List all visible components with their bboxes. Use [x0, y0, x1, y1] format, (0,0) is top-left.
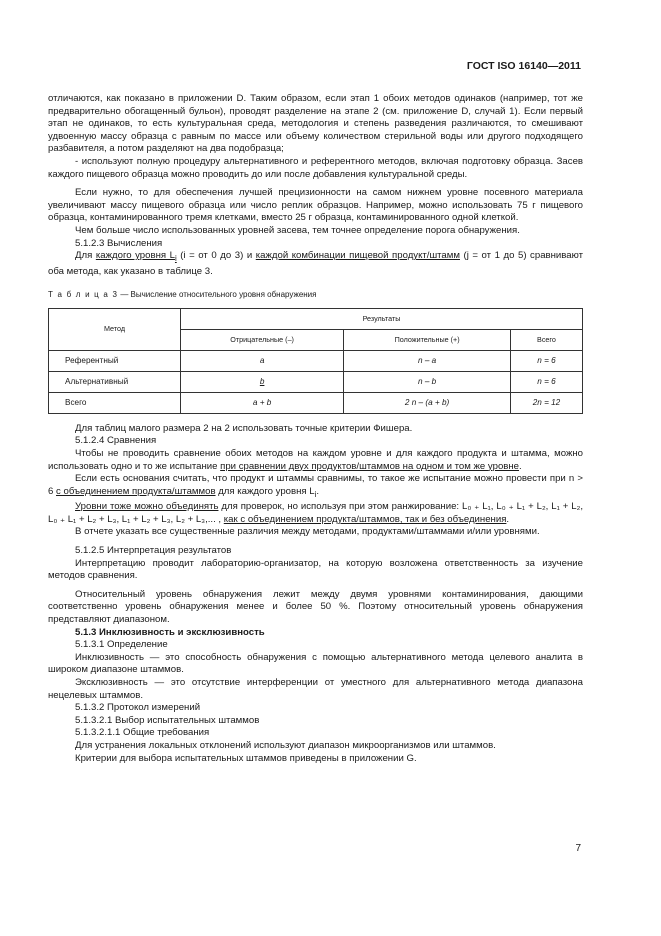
cell-method: Всего [49, 392, 181, 413]
paragraph: Для таблиц малого размера 2 на 2 использовать точные критерии Фишера. [75, 422, 413, 434]
section-heading: 5.1.2.3 Вычисления [75, 237, 163, 249]
cell-positive: n – b [344, 371, 511, 392]
paragraph: Если есть основания считать, что продукт и штаммы сравнимы, то такое же испытание можно провести при n > 6 с объединением продукта/штаммов для каждого уровня $L_i$. [48, 473, 583, 499]
paragraph: Уровни тоже можно объединять для проверок, но используя при этом ранжирование: L₀ ₊ L₁, L₀ ₊ L₁ + L₂, L₁ + L₂, L₀ ₊ L₁ + L₂ + L₃, L₁ + L₂ + L₃, L₂ + L₃,... , как с объединением продукта/штаммов, так и без объединения. [48, 501, 583, 525]
section-heading: 5.1.2.4 Сравнения [75, 435, 157, 447]
paragraph: Чем больше число использованных уровней засева, тем точнее определение порога обнаружения. [75, 224, 520, 236]
section-heading: 5.1.3.2 Протокол измерений [75, 702, 201, 714]
paragraph: Интерпретацию проводит лабораторию-организатор, на которую возложена ответственность за изучение методов сравнения. [48, 557, 583, 582]
column-header-positive: Положительные (+) [344, 329, 511, 350]
table-row [49, 371, 583, 392]
paragraph: Относительный уровень обнаружения лежит между двумя уровнями контаминирования, дающими соответственно уровень обнаружения менее и более 50 %. Поэтому относительный уровень обнаружения представляют диапазоном. [48, 588, 583, 626]
paragraph: Чтобы не проводить сравнение обоих методов на каждом уровне и для каждого продукта и штамма, можно использовать одно и то же испытание при сравнении двух продуктов/штаммов на одном и том же уровне. [48, 448, 583, 472]
paragraph: Если нужно, то для обеспечения лучшей прецизионности на самом нижнем уровне посевного материала увеличивают массу пищевого образца или число реплик образцов. Например, можно использовать 75 г пищевого образца, контаминированного тремя клетками, вместо 25 г образца, контаминированного одной клеткой. [48, 187, 583, 224]
section-heading: 5.1.3.2.1.1 Общие требования [75, 727, 210, 739]
paragraph: - используют полную процедуру альтернативного и референтного методов, включая подготовку образца. Засев каждого пищевого образца можно проводить до или после добавления культуральной среды. [48, 155, 583, 180]
column-header-method: Метод [49, 308, 181, 350]
table-3 [48, 308, 583, 414]
table-row [49, 350, 583, 371]
calculation-paragraph: Для каждого уровня $L_i$ (i = от 0 до 3) и каждой комбинации пищевой продукт/штамм (j = от 1 до 5) сравнивают оба метода, как указано в таблице 3. [48, 250, 583, 277]
page-body [48, 93, 583, 765]
cell-positive: n – a [344, 350, 511, 371]
section-heading: 5.1.3.1 Определение [75, 639, 168, 651]
section-heading: 5.1.3.2.1 Выбор испытательных штаммов [75, 714, 260, 726]
paragraph: Эксклюзивность — это отсутствие интерференции от уместного для альтернативного метода диапазона нецелевых штаммов. [48, 677, 583, 701]
table-caption: Т а б л и ц а 3 — Вычисление относительного уровня обнаружения [48, 290, 317, 300]
paragraph: отличаются, как показано в приложении D. Таким образом, если этап 1 обоих методов одинаков (например, тот же предварительно обогащенный бульон), проводят разделение на этапе 2 (см. приложение D, случай 1). Если первый этап не одинаков, то есть культуральная среда, методология и степень разведения различаются, то смешивают удвоенную массу образца с равным по массе или объему количеством стерильной воды или другого подходящего разбавителя, а потом разделяют на два подобразца; [48, 93, 583, 155]
column-header-total: Всего [510, 329, 582, 350]
paragraph: В отчете указать все существенные различия между методами, продуктами/штаммами и/или уровнями. [75, 526, 540, 538]
paragraph: Критерии для выбора испытательных штаммов приведены в приложении G. [75, 752, 417, 764]
paragraph: Инклюзивность — это способность обнаружения с помощью альтернативного метода целевого аналита в широком диапазоне штаммов. [48, 651, 583, 676]
cell-negative: a [181, 350, 344, 371]
column-header-results: Результаты [181, 308, 583, 329]
cell-total: 2n = 12 [510, 392, 582, 413]
cell-negative: b [181, 371, 344, 392]
section-heading: 5.1.3 Инклюзивность и эксклюзивность [75, 626, 265, 638]
cell-total: n = 6 [510, 350, 582, 371]
cell-method: Референтный [49, 350, 181, 371]
cell-method: Альтернативный [49, 371, 181, 392]
section-heading: 5.1.2.5 Интерпретация результатов [75, 545, 232, 557]
cell-positive: 2 n – (a + b) [344, 392, 511, 413]
cell-negative: a + b [181, 392, 344, 413]
paragraph: Для устранения локальных отклонений используют диапазон микроорганизмов или штаммов. [75, 739, 496, 751]
table-row [49, 392, 583, 413]
column-header-negative: Отрицательные (–) [181, 329, 344, 350]
cell-total: n = 6 [510, 371, 582, 392]
document-code-header: ГОСТ ISO 16140—2011 [466, 60, 581, 72]
page-number: 7 [575, 843, 581, 854]
